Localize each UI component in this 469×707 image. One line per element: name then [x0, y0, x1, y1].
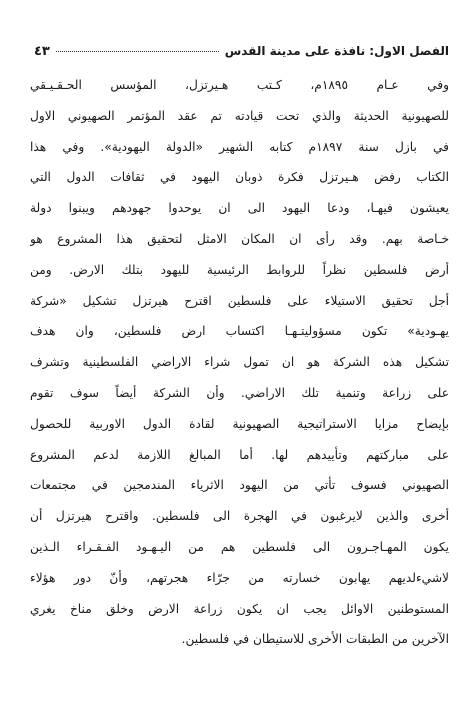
chapter-title: الفصل الاول: نافذة على مدينة القدس: [224, 44, 449, 58]
text-line: يهـودية» تكون مسؤوليتـهـا اكتساب ارض فلسطين، وان هدف: [30, 324, 449, 339]
text-line: أرض فلسطين نظراً للروابط الرئيسية لليهود بتلك الارض. ومن: [30, 262, 449, 277]
running-header: [34, 40, 449, 62]
text-line: وفي عـام ١٨٩٥م، كـتب هـيرتزل، المؤسس الحـقـيـقي: [30, 78, 449, 92]
text-line: أخرى والذين لايرغبون في الهجرة الى فلسطين. واقترح هيرتزل أن: [30, 509, 449, 524]
text-line: بإيضاح مزايا الاستراتيجية الصهيونية لقادة الدول الاوربية للحصول: [30, 416, 449, 431]
text-line: على مباركتهم وتأييدهم لها. أما المبالغ اللازمة لدعم المشروع: [30, 447, 449, 462]
header-dotted-rule: [56, 51, 219, 52]
text-line: الكتاب رفض هـيرتزل فكرة ذوبان اليهود في ثقافات الدول التي: [30, 170, 449, 185]
text-line-last: الآخرين من الطبقات الأخرى للاستيطان في فلسطين.: [181, 632, 449, 647]
text-line: أجل تحقيق الاستيلاء على فلسطين اقترح هيرتزل تشكيل «شركة: [30, 293, 449, 308]
text-line: لاشيءلديهم يهابون خسارته من جرّاء هجرتهم، وأنّ دور هؤلاء: [30, 570, 449, 585]
text-line: للصهيونية الحديثة والذي تحت قيادته تم عقد المؤتمر الصهيوني الاول: [30, 108, 449, 123]
text-line: تشكيل هذه الشركة هو ان تمول شراء الاراضي الفلسطينية وتشرف: [30, 355, 449, 370]
text-line: يعيشون فيهـا، ودعا اليهود الى ان يوحدوا جهودهم ويبنوا دولة: [30, 201, 449, 216]
body-paragraph: [30, 70, 449, 655]
text-line: الصهيوني فسوف تأتي من اليهود الاثرياء المندمجين في مجتمعات: [30, 478, 449, 493]
text-line: خـاصة بهم. وقد رأى ان المكان الامثل لتحقيق هذا المشروع هو: [30, 231, 449, 246]
text-line: المستوطنين الاوائل يجب ان يكون زراعة الارض وخلق مناخ يغري: [30, 601, 449, 616]
text-line: في بازل سنة ١٨٩٧م كتابه الشهير «الدولة اليهودية». وفي هذا: [30, 139, 449, 154]
page-number: ٤٣: [34, 43, 50, 59]
text-line: يكون المهـاجـرون الى فلسطين هم من اليـهـود الفـقـراء الـذين: [30, 539, 449, 554]
text-line: على زراعة وتنمية تلك الاراضي. وأن الشركة أيضاً سوف تقوم: [30, 385, 449, 400]
